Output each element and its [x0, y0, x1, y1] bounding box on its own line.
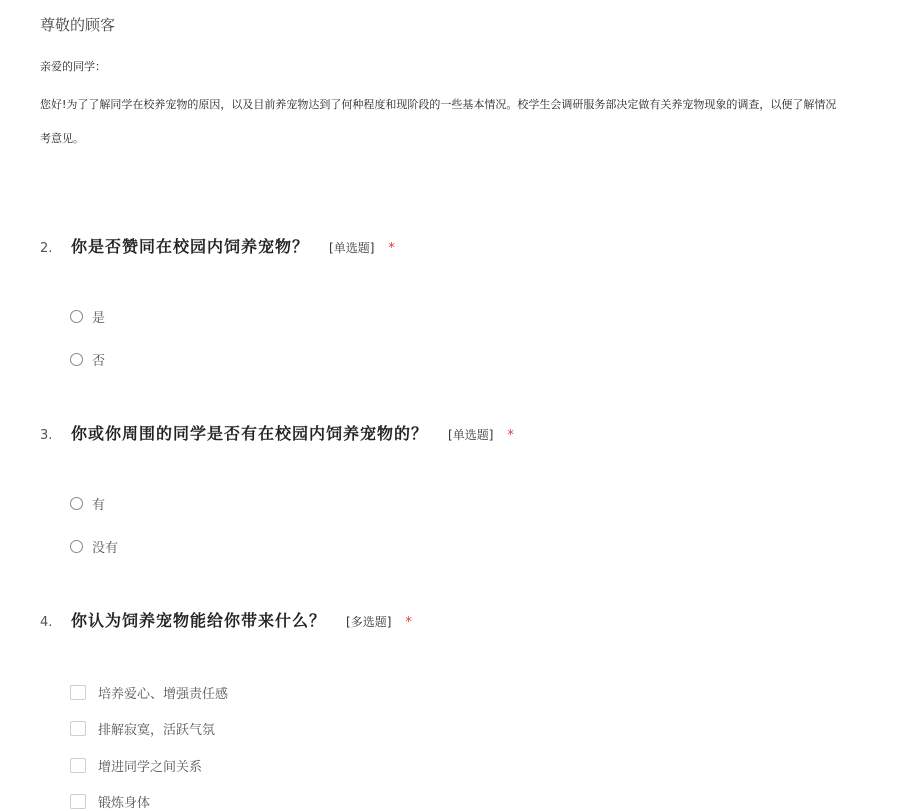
required-asterisk: *: [405, 615, 412, 630]
question-3-header: [40, 421, 514, 444]
greeting-heading: 尊敬的顾客: [40, 16, 116, 34]
intro-text-line-2: 考意见。: [40, 132, 84, 145]
checkbox-option-exercise[interactable]: [70, 792, 150, 811]
option-label: 排解寂寞，活跃气氛: [98, 723, 216, 738]
question-number: 2.: [40, 241, 53, 256]
radio-option-have[interactable]: [70, 494, 105, 513]
option-label: 培养爱心、增强责任感: [98, 687, 229, 702]
intro-text-line-1: 您好!为了了解同学在校养宠物的原因，以及目前养宠物达到了何种程度和现阶段的一些基本情况。校学生会调研服务部决定做有关养宠物现象的调查，以便了解情况: [40, 98, 837, 111]
checkbox[interactable]: [70, 721, 86, 736]
radio-button[interactable]: [70, 540, 83, 553]
question-title: 你或你周围的同学是否有在校园内饲养宠物的？: [71, 424, 429, 443]
required-asterisk: *: [388, 241, 395, 256]
checkbox[interactable]: [70, 794, 86, 809]
option-label: 增进同学之间关系: [98, 760, 203, 775]
radio-option-yes[interactable]: [70, 307, 105, 326]
checkbox-option-relationships[interactable]: [70, 756, 202, 775]
radio-button[interactable]: [70, 353, 83, 366]
option-label: 是: [92, 311, 106, 326]
question-type-label: [单选题]: [448, 428, 494, 442]
option-label: 没有: [92, 541, 119, 556]
question-number: 4.: [40, 615, 53, 630]
question-type-label: [单选题]: [329, 241, 375, 255]
question-4-header: [40, 608, 412, 631]
radio-button[interactable]: [70, 310, 83, 323]
checkbox[interactable]: [70, 758, 86, 773]
question-number: 3.: [40, 428, 53, 443]
option-label: 锻炼身体: [98, 796, 151, 811]
radio-option-none[interactable]: [70, 537, 118, 556]
radio-option-no[interactable]: [70, 350, 105, 369]
option-label: 有: [92, 498, 106, 513]
checkbox[interactable]: [70, 685, 86, 700]
intro-salutation: 亲爱的同学：: [40, 60, 106, 73]
question-type-label: [多选题]: [346, 615, 392, 629]
question-2-header: [40, 234, 395, 257]
question-title: 你认为饲养宠物能给你带来什么？: [71, 611, 327, 630]
question-title: 你是否赞同在校园内饲养宠物？: [71, 237, 310, 256]
required-asterisk: *: [507, 428, 514, 443]
intro-text: [40, 88, 900, 156]
checkbox-option-relieve-loneliness[interactable]: [70, 719, 215, 738]
radio-button[interactable]: [70, 497, 83, 510]
checkbox-option-compassion[interactable]: [70, 683, 228, 702]
option-label: 否: [92, 354, 106, 369]
